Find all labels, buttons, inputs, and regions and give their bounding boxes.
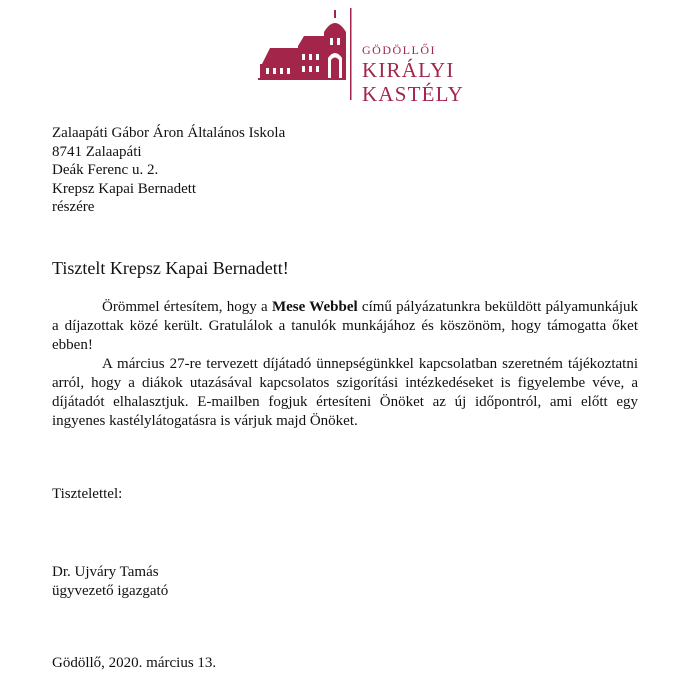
palace-logo [258,6,468,106]
logo-line-kiralyi: KIRÁLYI [362,58,455,82]
signature-block [52,563,168,601]
competition-name: Mese Webbel [271,299,358,315]
signatory-title: ügyvezető igazgató [52,583,169,599]
closing: Tisztelettel: [52,486,123,502]
paragraph-1-end: című pályázatunkra beküldött pályamunkájuk a díjazottak közé került. Gratulálok a tanulók munkájához és köszönöm, hogy támogatta őket ebben! [52,299,638,353]
address-line-attention: részére [52,199,95,215]
address-line-street: Deák Ferenc u. 2. [52,162,159,178]
address-line-postal: 8741 Zalaapáti [52,143,142,160]
castle-logo-icon [258,6,362,106]
place-and-date: Gödöllő, 2020. március 13. [52,655,217,671]
paragraph-1-start: Örömmel értesítem, hogy a [102,299,272,315]
paragraph-1 [52,298,638,355]
letter-body [52,298,638,431]
signatory-name: Dr. Ujváry Tamás [52,564,159,580]
recipient-address [52,124,285,217]
logo-line-godolloi: GÖDÖLLŐI [362,43,436,57]
salutation: Tisztelt Krepsz Kapai Bernadett! [52,258,289,278]
address-line-recipient: Krepsz Kapai Bernadett [52,180,197,197]
logo-line-kastely: KASTÉLY [362,82,464,106]
paragraph-2: A március 27-re tervezett díjátadó ünnepségünkkel kapcsolatban szeretném tájékoztatni arról, hogy a diákok utazásával kapcsolatos szigorítási intézkedéseket is figyelembe véve, a díjátadót elhalasztjuk. E-mailben fogjuk értesíteni Önöket az új időpontról, ami előtt egy ingyenes kastélylátogatásra is várjuk majd Önöket. [52,356,638,429]
address-line-school: Zalaapáti Gábor Áron Általános Iskola [52,125,286,141]
